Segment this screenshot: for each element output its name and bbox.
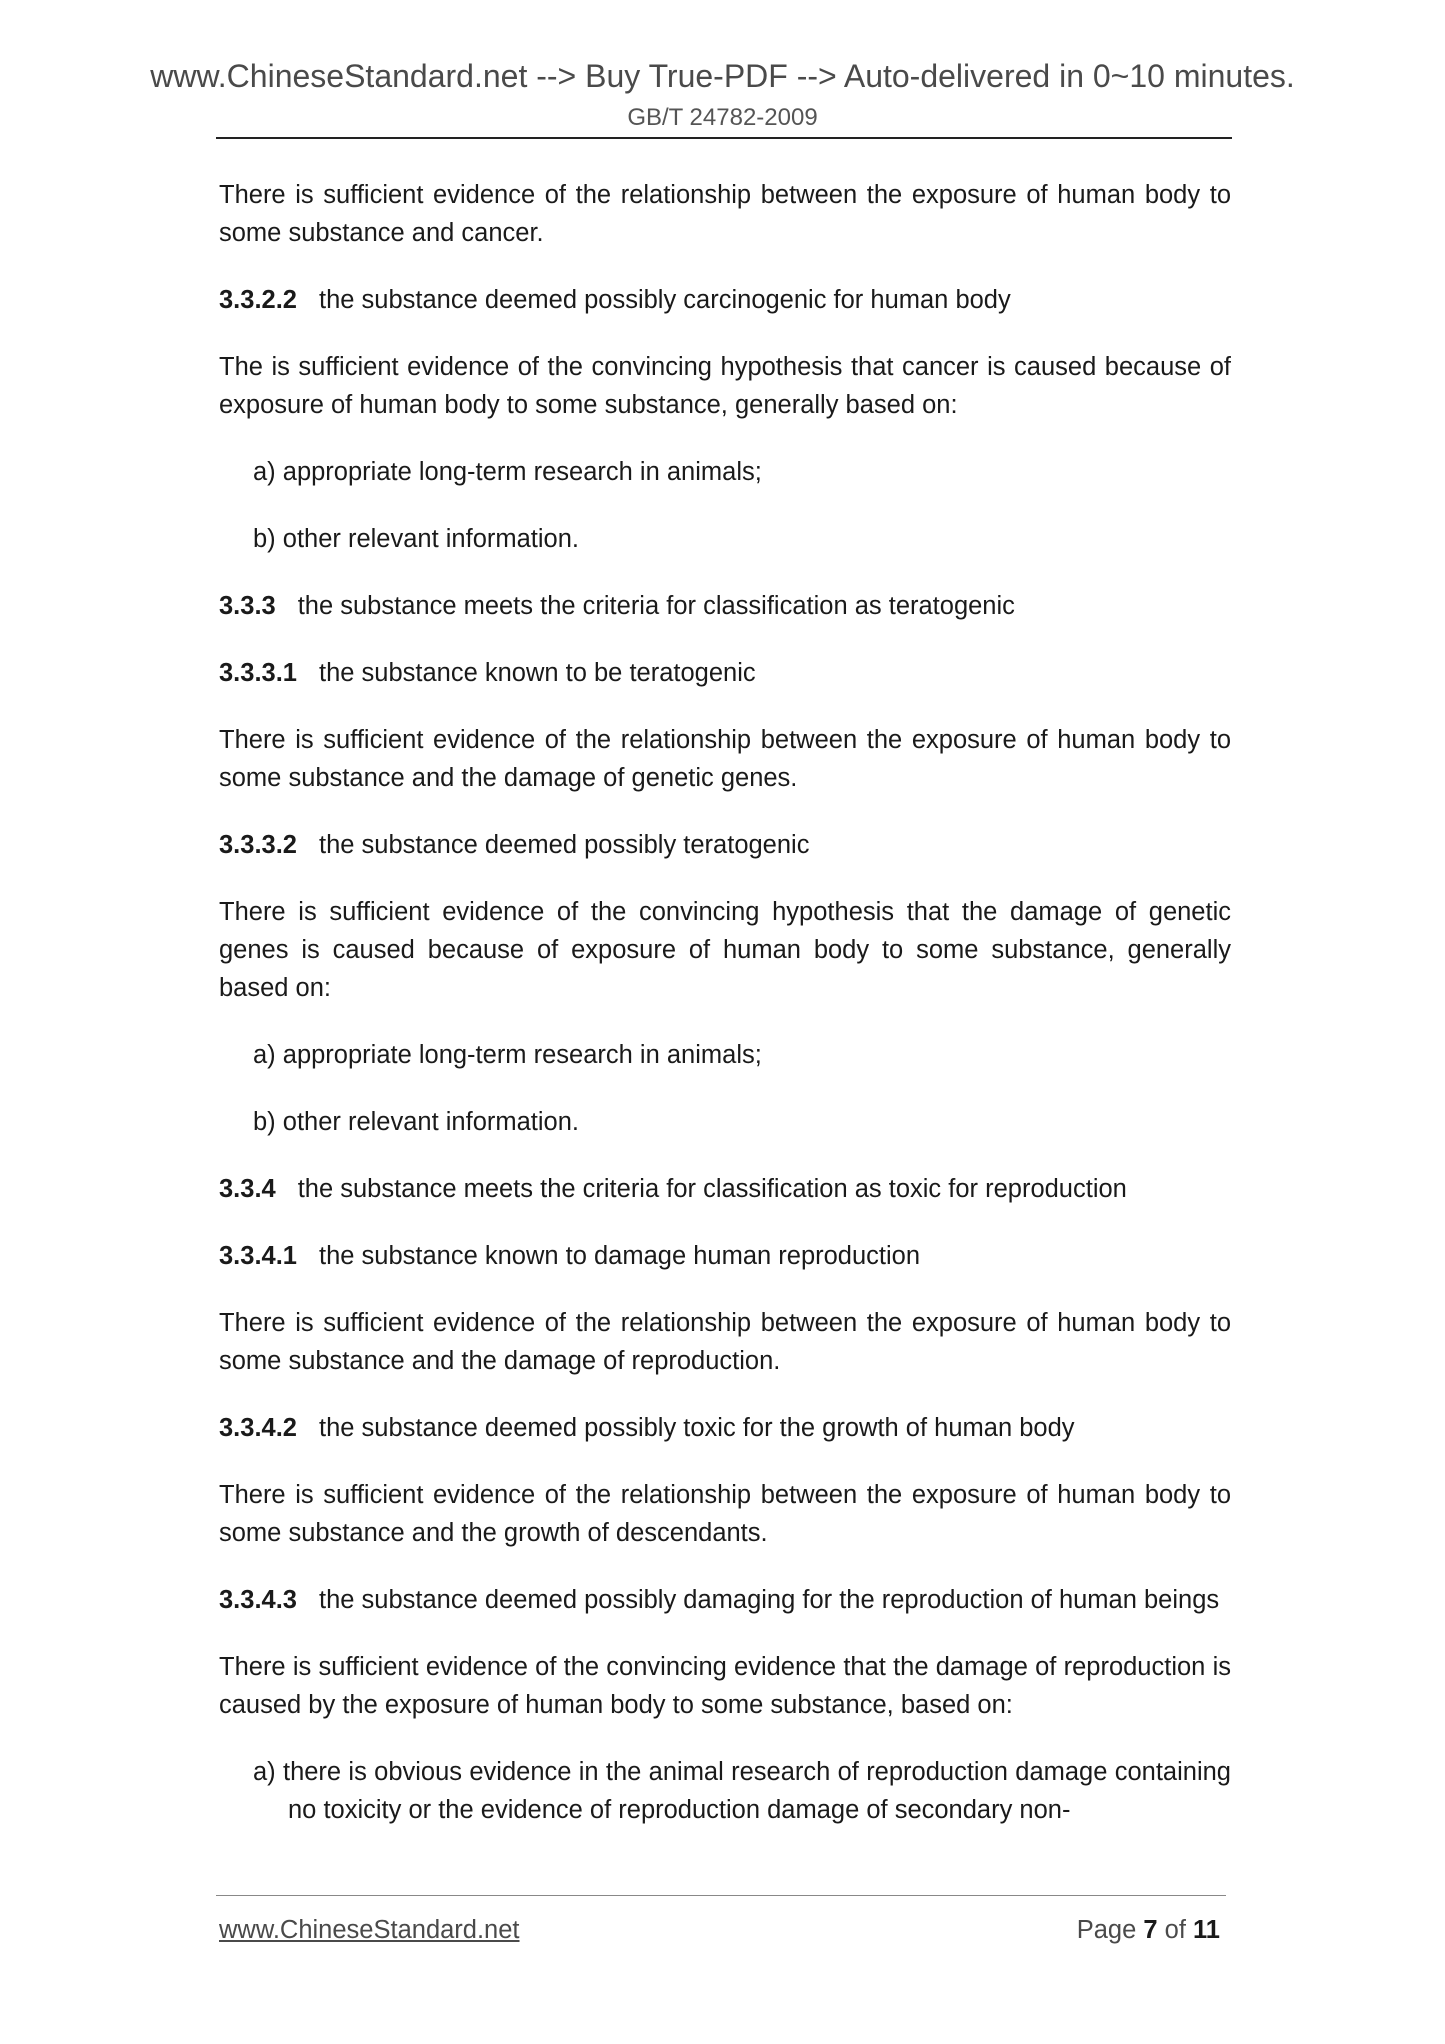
clause-title: the substance deemed possibly teratogenic xyxy=(318,831,810,859)
paragraph: There is sufficient evidence of the relationship between the exposure of human body to some substance and the growth of descendants. xyxy=(219,1481,1231,1547)
clause-3-3-4 xyxy=(219,1170,1231,1208)
paragraph: There is sufficient evidence of the convincing evidence that the damage of reproduction is caused by the exposure of human body to some substance, based on: xyxy=(219,1653,1231,1719)
clause-number: 3.3.4.1 xyxy=(219,1242,297,1270)
clause-number: 3.3.4.3 xyxy=(219,1586,297,1614)
list-item: b) other relevant information. xyxy=(253,525,579,553)
paragraph: There is sufficient evidence of the relationship between the exposure of human body to some substance and the damage of genetic genes. xyxy=(219,726,1231,792)
clause-number: 3.3.4.2 xyxy=(219,1414,297,1442)
clause-3-3-3-2 xyxy=(219,826,1231,864)
page-label: Page xyxy=(1076,1916,1137,1944)
clause-3-3-2-2 xyxy=(219,281,1231,319)
clause-title: the substance known to damage human reproduction xyxy=(318,1242,921,1270)
clause-3-3-3-1 xyxy=(219,654,1231,692)
clause-3-3-3 xyxy=(219,587,1231,625)
clause-title: the substance known to be teratogenic xyxy=(318,659,756,687)
page-current: 7 xyxy=(1143,1916,1158,1944)
clause-number: 3.3.4 xyxy=(219,1175,276,1203)
list-item: a) appropriate long-term research in animals; xyxy=(253,1041,762,1069)
list-item: a) appropriate long-term research in animals; xyxy=(253,458,762,486)
clause-title: the substance meets the criteria for classification as toxic for reproduction xyxy=(297,1175,1127,1203)
clause-title: the substance deemed possibly damaging for the reproduction of human beings xyxy=(318,1586,1220,1614)
document-body xyxy=(219,176,1231,1829)
footer-site-link[interactable]: www.ChineseStandard.net xyxy=(219,1916,520,1944)
page-indicator xyxy=(1077,1916,1220,1945)
paragraph: The is sufficient evidence of the convincing hypothesis that cancer is caused because of exposure of human body to some substance, generally based on: xyxy=(219,353,1231,419)
clause-title: the substance deemed possibly toxic for the growth of human body xyxy=(318,1414,1075,1442)
standard-code: GB/T 24782-2009 xyxy=(627,104,818,131)
clause-number: 3.3.2.2 xyxy=(219,286,297,314)
page-total: 11 xyxy=(1193,1916,1220,1944)
paragraph: There is sufficient evidence of the relationship between the exposure of human body to some substance and cancer. xyxy=(219,181,1231,247)
paragraph: There is sufficient evidence of the convincing hypothesis that the damage of genetic genes is caused because of exposure of human body to some substance, generally based on: xyxy=(219,898,1231,1002)
clause-title: the substance meets the criteria for classification as teratogenic xyxy=(297,592,1015,620)
header-divider xyxy=(216,137,1232,139)
clause-title: the substance deemed possibly carcinogenic for human body xyxy=(318,286,1011,314)
list-item: a) there is obvious evidence in the animal research of reproduction damage containing no toxicity or the evidence of reproduction damage of secondary non- xyxy=(253,1758,1231,1824)
clause-3-3-4-1 xyxy=(219,1237,1231,1275)
clause-number: 3.3.3.1 xyxy=(219,659,297,687)
list-item: b) other relevant information. xyxy=(253,1108,579,1136)
site-banner: www.ChineseStandard.net --> Buy True-PDF --> Auto-delivered in 0~10 minutes. xyxy=(150,58,1295,94)
clause-number: 3.3.3 xyxy=(219,592,276,620)
paragraph: There is sufficient evidence of the relationship between the exposure of human body to some substance and the damage of reproduction. xyxy=(219,1309,1231,1375)
clause-number: 3.3.3.2 xyxy=(219,831,297,859)
footer-divider xyxy=(216,1895,1226,1896)
page-of: of xyxy=(1164,1916,1186,1944)
clause-3-3-4-3 xyxy=(219,1581,1231,1619)
clause-3-3-4-2 xyxy=(219,1409,1231,1447)
